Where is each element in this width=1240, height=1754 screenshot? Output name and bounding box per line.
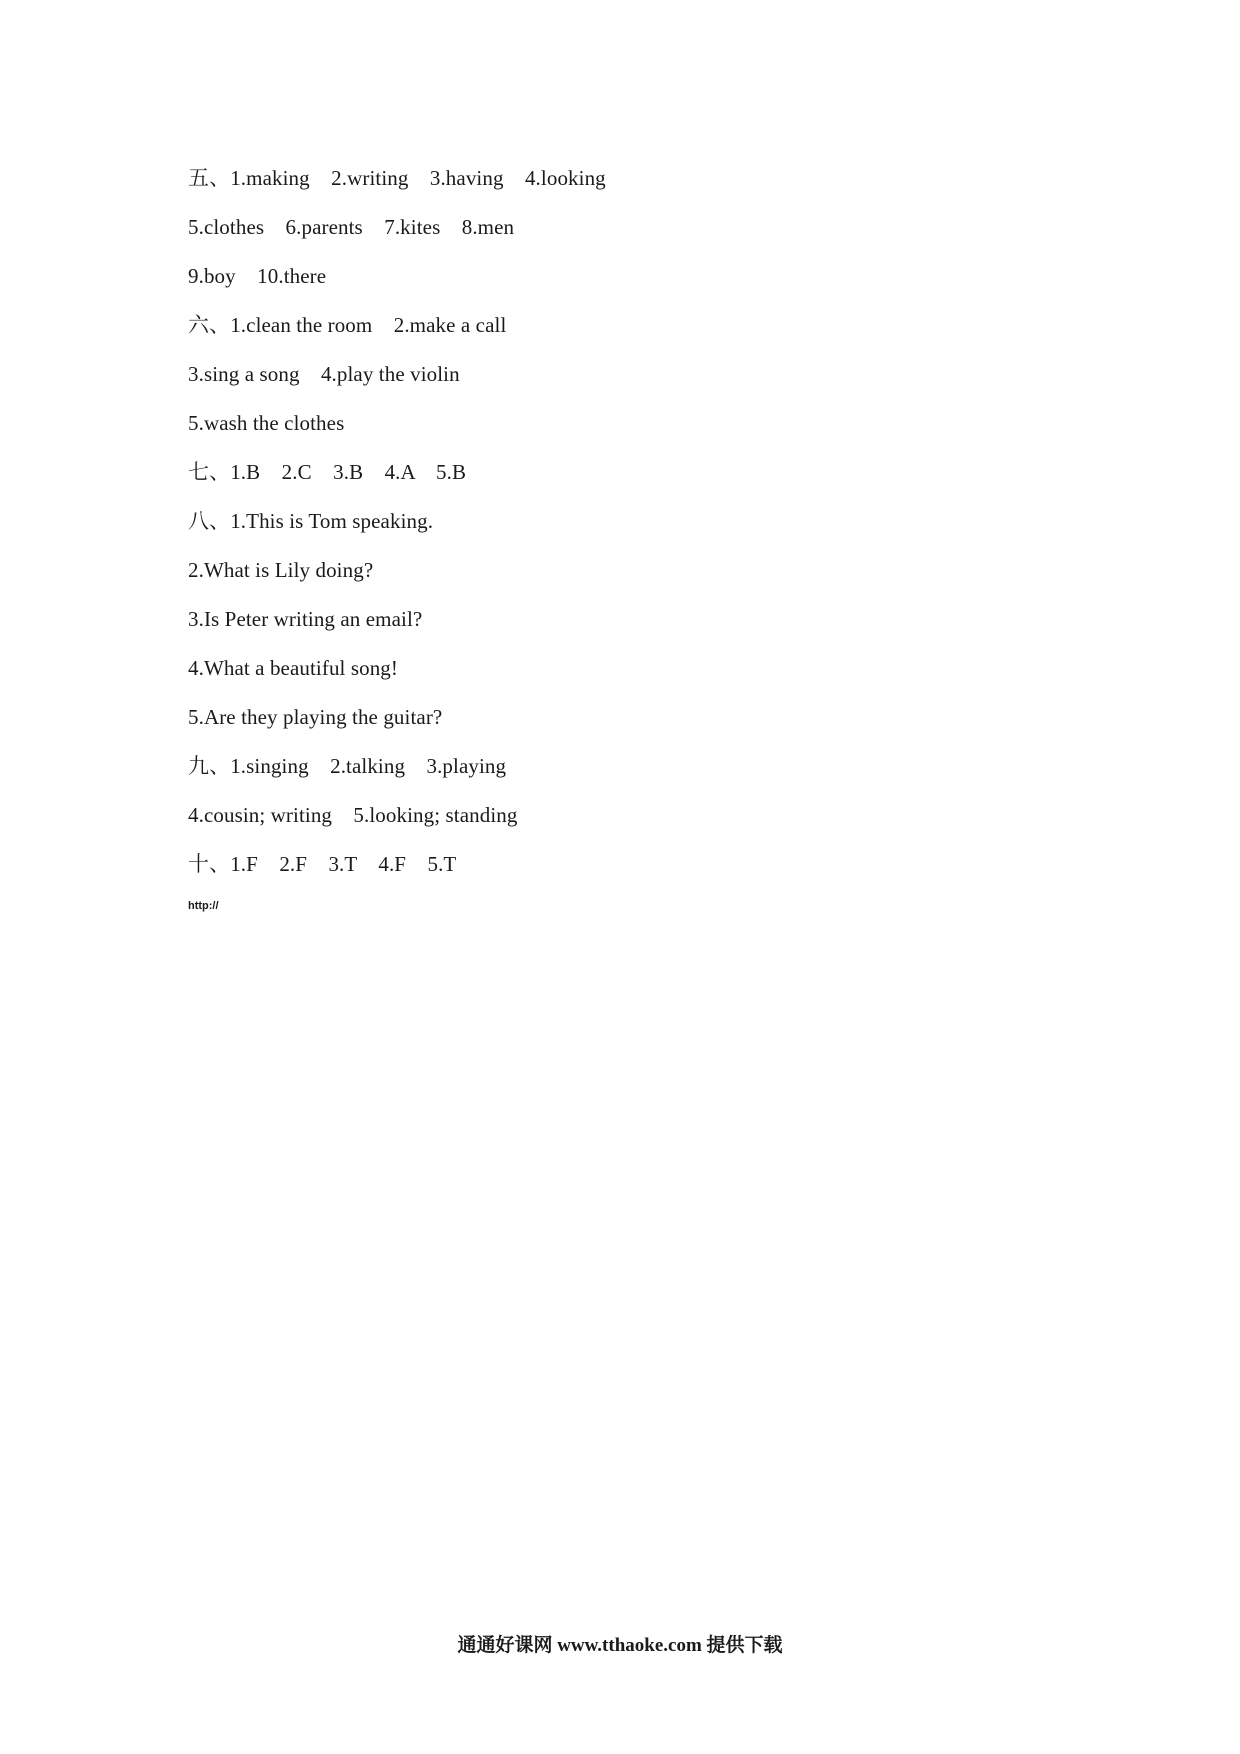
answer-line: 2.What is Lily doing? [188,558,374,582]
answer-line: 五、1.making 2.writing 3.having 4.looking [188,166,606,190]
answer-line: 六、1.clean the room 2.make a call [188,313,507,337]
answer-line: 4.cousin; writing 5.looking; standing [188,803,518,827]
answer-line: 5.wash the clothes [188,411,345,435]
answer-line: 3.sing a song 4.play the violin [188,362,460,386]
answer-key [188,158,1088,893]
answer-line: 九、1.singing 2.talking 3.playing [188,754,507,778]
answer-line: 3.Is Peter writing an email? [188,607,423,631]
answer-line: 5.clothes 6.parents 7.kites 8.men [188,215,515,239]
answer-line: 5.Are they playing the guitar? [188,705,443,729]
footer-text: 通通好课网 www.tthaoke.com 提供下载 [457,1635,783,1656]
answer-line: 9.boy 10.there [188,264,327,288]
answer-line: 十、1.F 2.F 3.T 4.F 5.T [188,852,457,876]
answer-line: 七、1.B 2.C 3.B 4.A 5.B [188,460,467,484]
answer-line: 4.What a beautiful song! [188,656,399,680]
answer-line: 八、1.This is Tom speaking. [188,509,434,533]
source-link[interactable]: http:// [188,900,219,912]
